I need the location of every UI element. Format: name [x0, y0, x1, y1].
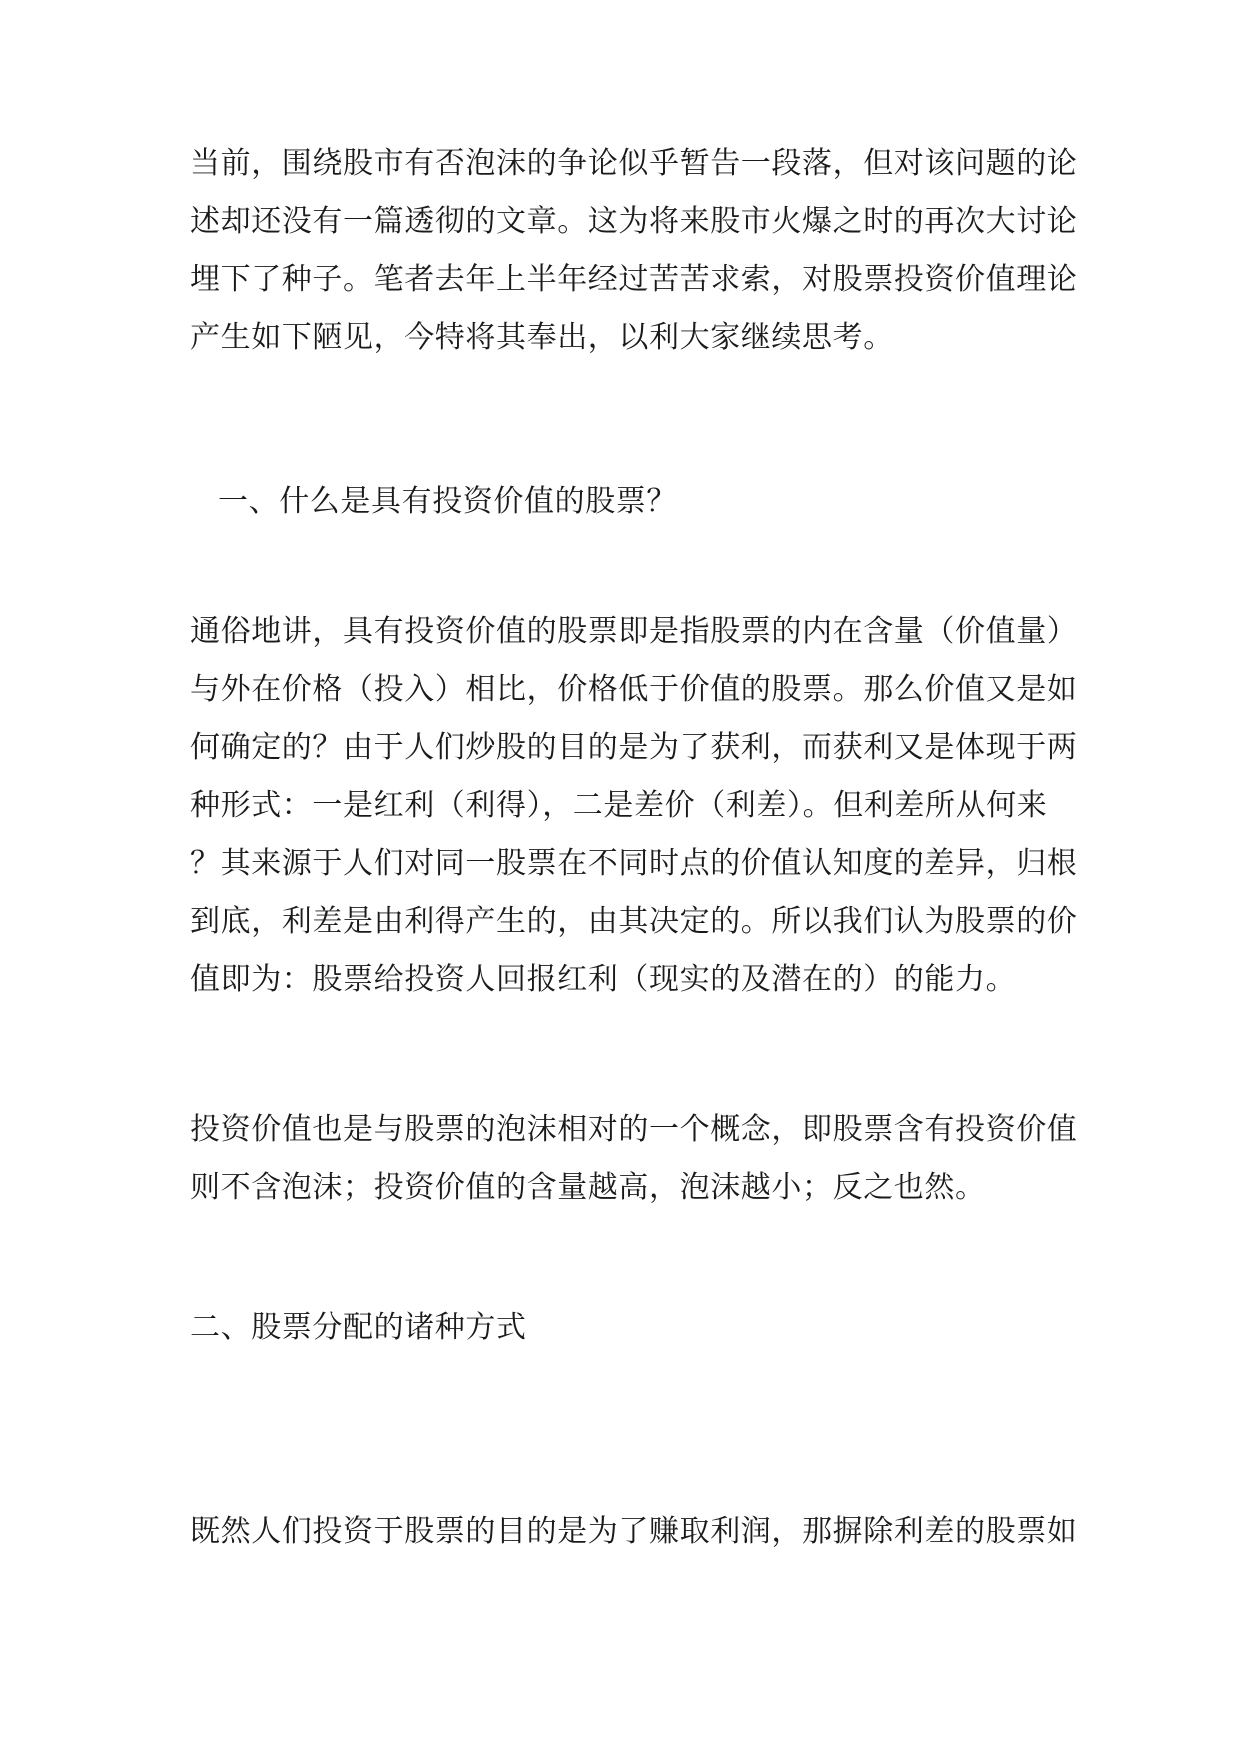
paragraph-2-line-1: 通俗地讲，具有投资价值的股票即是指股票的内在含量（价值量） [190, 614, 1078, 649]
paragraph-2-line-6: 到底，利差是由利得产生的，由其决定的。所以我们认为股票的价 [190, 904, 1078, 939]
paragraph-2-line-3: 何确定的？由于人们炒股的目的是为了获利，而获利又是体现于两 [190, 730, 1078, 765]
paragraph-3-line-2: 则不含泡沫；投资价值的含量越高，泡沫越小；反之也然。 [190, 1170, 986, 1205]
paragraph-2-line-2: 与外在价格（投入）相比，价格低于价值的股票。那么价值又是如 [190, 672, 1078, 707]
section-heading-1: 一、什么是具有投资价值的股票？ [218, 484, 677, 519]
paragraph-1-line-2: 述却还没有一篇透彻的文章。这为将来股市火爆之时的再次大讨论 [190, 204, 1078, 239]
paragraph-2-line-7: 值即为：股票给投资人回报红利（现实的及潜在的）的能力。 [190, 962, 1017, 997]
paragraph-1-line-1: 当前，围绕股市有否泡沫的争论似乎暂告一段落，但对该问题的论 [190, 146, 1078, 181]
paragraph-2-line-4: 种形式：一是红利（利得），二是差价（利差）。但利差所从何来 [190, 788, 1048, 823]
paragraph-2-line-5: ？其来源于人们对同一股票在不同时点的价值认知度的差异，归根 [190, 846, 1078, 881]
paragraph-1-line-4: 产生如下陋见，今特将其奉出，以利大家继续思考。 [190, 320, 894, 355]
paragraph-4-line-1: 既然人们投资于股票的目的是为了赚取利润，那摒除利差的股票如 [190, 1514, 1078, 1549]
paragraph-1-line-3: 埋下了种子。笔者去年上半年经过苦苦求索，对股票投资价值理论 [190, 262, 1078, 297]
section-heading-2: 二、股票分配的诸种方式 [190, 1310, 527, 1345]
paragraph-3-line-1: 投资价值也是与股票的泡沫相对的一个概念，即股票含有投资价值 [190, 1112, 1078, 1147]
